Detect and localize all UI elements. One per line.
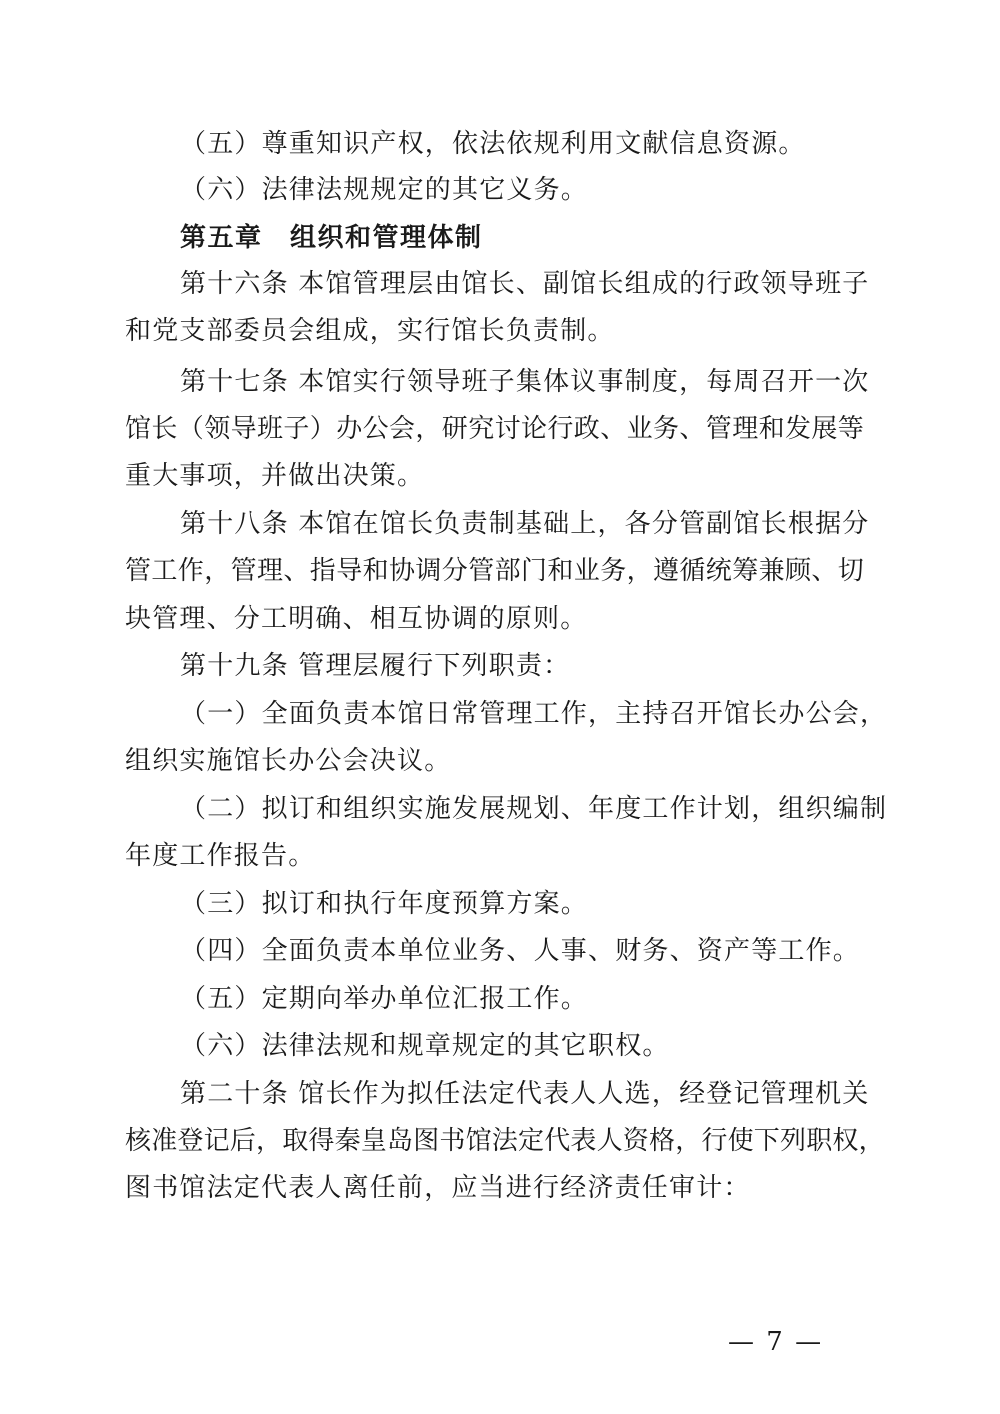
paragraph-line: 块管理、分工明确、相互协调的原则。	[125, 604, 588, 634]
paragraph-line: （五）尊重知识产权，依法依规利用文献信息资源。	[180, 129, 806, 159]
page-number: — 7 —	[728, 1327, 824, 1357]
paragraph-line: （六）法律法规和规章规定的其它职权。	[180, 1031, 670, 1061]
paragraph-line: （一）全面负责本馆日常管理工作，主持召开馆长办公会，	[180, 699, 888, 729]
paragraph-line: 重大事项，并做出决策。	[125, 461, 425, 491]
chapter-heading: 第五章 组织和管理体制	[180, 223, 483, 253]
paragraph-line: 图书馆法定代表人离任前，应当进行经济责任审计：	[125, 1173, 751, 1203]
paragraph-line: 第十七条 本馆实行领导班子集体议事制度，每周召开一次	[180, 367, 870, 397]
paragraph-line: （六）法律法规规定的其它义务。	[180, 175, 589, 205]
paragraph-line: （二）拟订和组织实施发展规划、年度工作计划，组织编制	[180, 794, 888, 824]
paragraph-line: 和党支部委员会组成，实行馆长负责制。	[125, 316, 615, 346]
paragraph-line: 第十八条 本馆在馆长负责制基础上，各分管副馆长根据分	[180, 509, 870, 539]
paragraph-line: （五）定期向举办单位汇报工作。	[180, 984, 589, 1014]
paragraph-line: 馆长（领导班子）办公会，研究讨论行政、业务、管理和发展等	[125, 414, 865, 444]
paragraph-line: （三）拟订和执行年度预算方案。	[180, 889, 589, 919]
paragraph-line: 第二十条 馆长作为拟任法定代表人人选，经登记管理机关	[180, 1079, 870, 1109]
paragraph-line: 第十九条 管理层履行下列职责：	[180, 651, 571, 681]
paragraph-line: 组织实施馆长办公会决议。	[125, 746, 452, 776]
paragraph-line: 管工作，管理、指导和协调分管部门和业务，遵循统筹兼顾、切	[125, 556, 865, 586]
paragraph-line: 年度工作报告。	[125, 841, 316, 871]
paragraph-line: 第十六条 本馆管理层由馆长、副馆长组成的行政领导班子	[180, 269, 870, 299]
paragraph-line: 核准登记后，取得秦皇岛图书馆法定代表人资格，行使下列职权，	[125, 1126, 885, 1156]
paragraph-line: （四）全面负责本单位业务、人事、财务、资产等工作。	[180, 936, 861, 966]
